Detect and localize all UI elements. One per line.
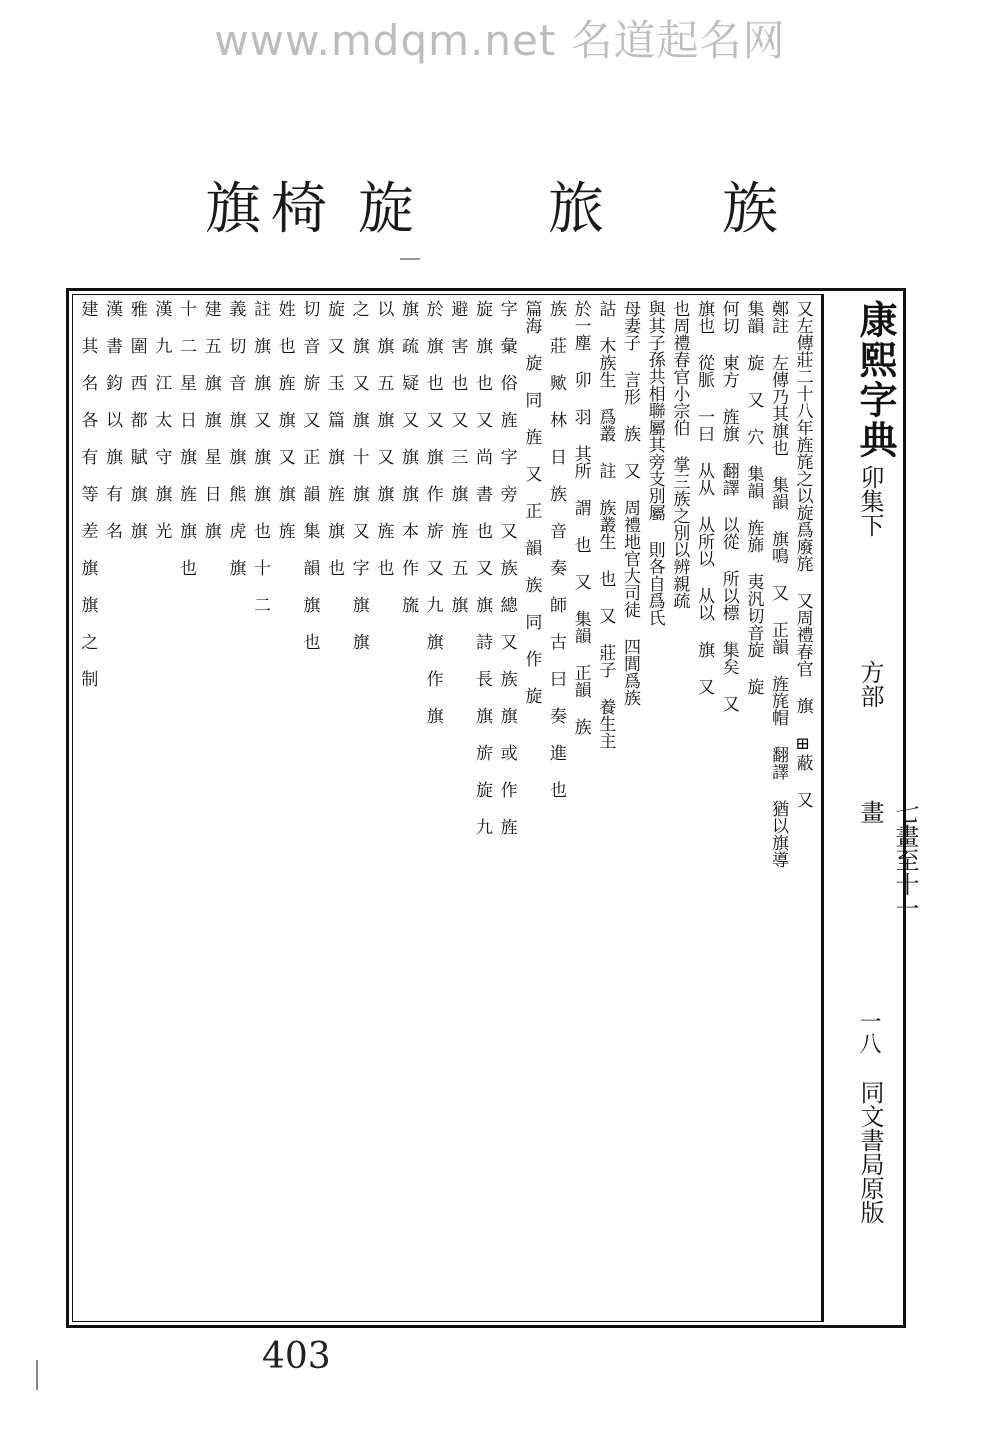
text-column: 十 二 星 日 旗 旌 旗 也 [176,300,196,576]
text-column: 之 旗 又 旗 十 旗 又 字 旗 旗 [348,300,369,650]
text-column: 集韻 旋 又 穴 集韻 旌旆 夷汎切音旋 旋 [743,300,764,695]
text-column: 旋 又 玉 篇 旗 旌 旗 也 [324,300,344,576]
seal-script-row [0,170,1000,260]
text-column: 字 彙 俗 旌 字 旁 又 族 總 又 族 旗 或 作 旌 [496,300,517,835]
text-column: 旋 旗 也 又 尚 書 也 又 旗 詩 長 旗 旂 旋 九 [472,300,492,835]
text-column: 建 五 旗 旗 星 日 旗 [200,300,221,539]
text-column: 義 切 音 旗 旗 熊 虎 旗 [225,300,246,576]
seal-glyph: 旋 [358,177,410,242]
text-column: 旗 疏 疑 又 旗 旗 本 作 旒 [398,300,418,613]
seal-glyph: 旗 椅 [205,177,323,242]
text-column: 漢 書 鈞 以 旗 有 名 [102,300,122,539]
text-column: 漢 九 江 太 守 旗 光 [151,300,172,539]
seal-glyph: 族 [722,177,774,242]
text-column: 於 旗 也 又 旗 作 旂 又 九 旗 作 旗 [422,300,443,724]
publisher-label: 同文書局原版 [856,1080,884,1224]
text-column: 篇海 旋 同 旌 又 正 韻 族 同 作 旋 [521,300,542,704]
text-column: 註 旗 旗 又 旗 旗 也 十 二 [250,300,270,613]
text-column: 避 害 也 又 三 旗 旌 五 旗 [447,300,468,613]
volume-label: 卯集下 [856,465,884,537]
text-column: 也周禮春官小宗伯 掌三族之別以辨親疏 [669,300,690,609]
stroke-range-label: 七畫至十一畫 [856,800,919,920]
text-column: 又左傳莊二十八年旌旄之以旋爲廢旄 又周禮春官 旗 ⊞蔽 又 [792,300,813,808]
text-column: 與其子孫共相聯屬其旁支別屬 則各自爲氏 [644,300,665,626]
text-column: 族 莊 歟 林 日 族 音 奏 師 古 曰 奏 進 也 [546,300,566,798]
text-column: 以 旗 五 旗 又 旗 旌 也 [373,300,394,576]
text-column: 何切 東方 旌旗 翻譯 以從 所以標 集矣 又 [718,300,739,712]
dictionary-title: 康熙字典 [853,300,898,460]
text-column: 鄭註 左傳乃其旗也 集韻 旗鳴 又 正韻 旌旄帽 翻譯 猶以旗導 [768,300,788,868]
text-column: 母妻子 言形 族 又 周禮地官大司徒 四閭爲族 [620,300,640,706]
text-column: 切 音 旂 又 正 韻 集 韻 旗 也 [299,300,320,650]
site-watermark: www.mdqm.net 名道起名网 [214,16,786,65]
local-page-number: 一八 [856,1010,881,1054]
text-column: 於一塵 卯 羽 其所 謂 也 又 集韻 正韻 族 [570,300,591,735]
top-mark [400,258,420,260]
seal-glyph: 旅 [548,177,600,242]
scan-edge-mark [36,1360,38,1390]
text-column: 建 其 名 各 有 等 差 旗 旗 之 制 [77,300,98,687]
text-column: 旗也 從脈 一曰 从从 从所以 从以 旗 又 [694,300,714,695]
text-column: 詁 木族生 爲叢 註 族叢生 也 又 莊子 養生主 [595,300,616,749]
radical-label: 方部 [856,660,884,708]
text-column: 姓 也 旌 旗 又 旗 旌 [274,300,295,539]
text-column: 雅 圍 西 都 賦 旗 旗 [126,300,147,539]
page-number: 403 [262,1336,331,1377]
